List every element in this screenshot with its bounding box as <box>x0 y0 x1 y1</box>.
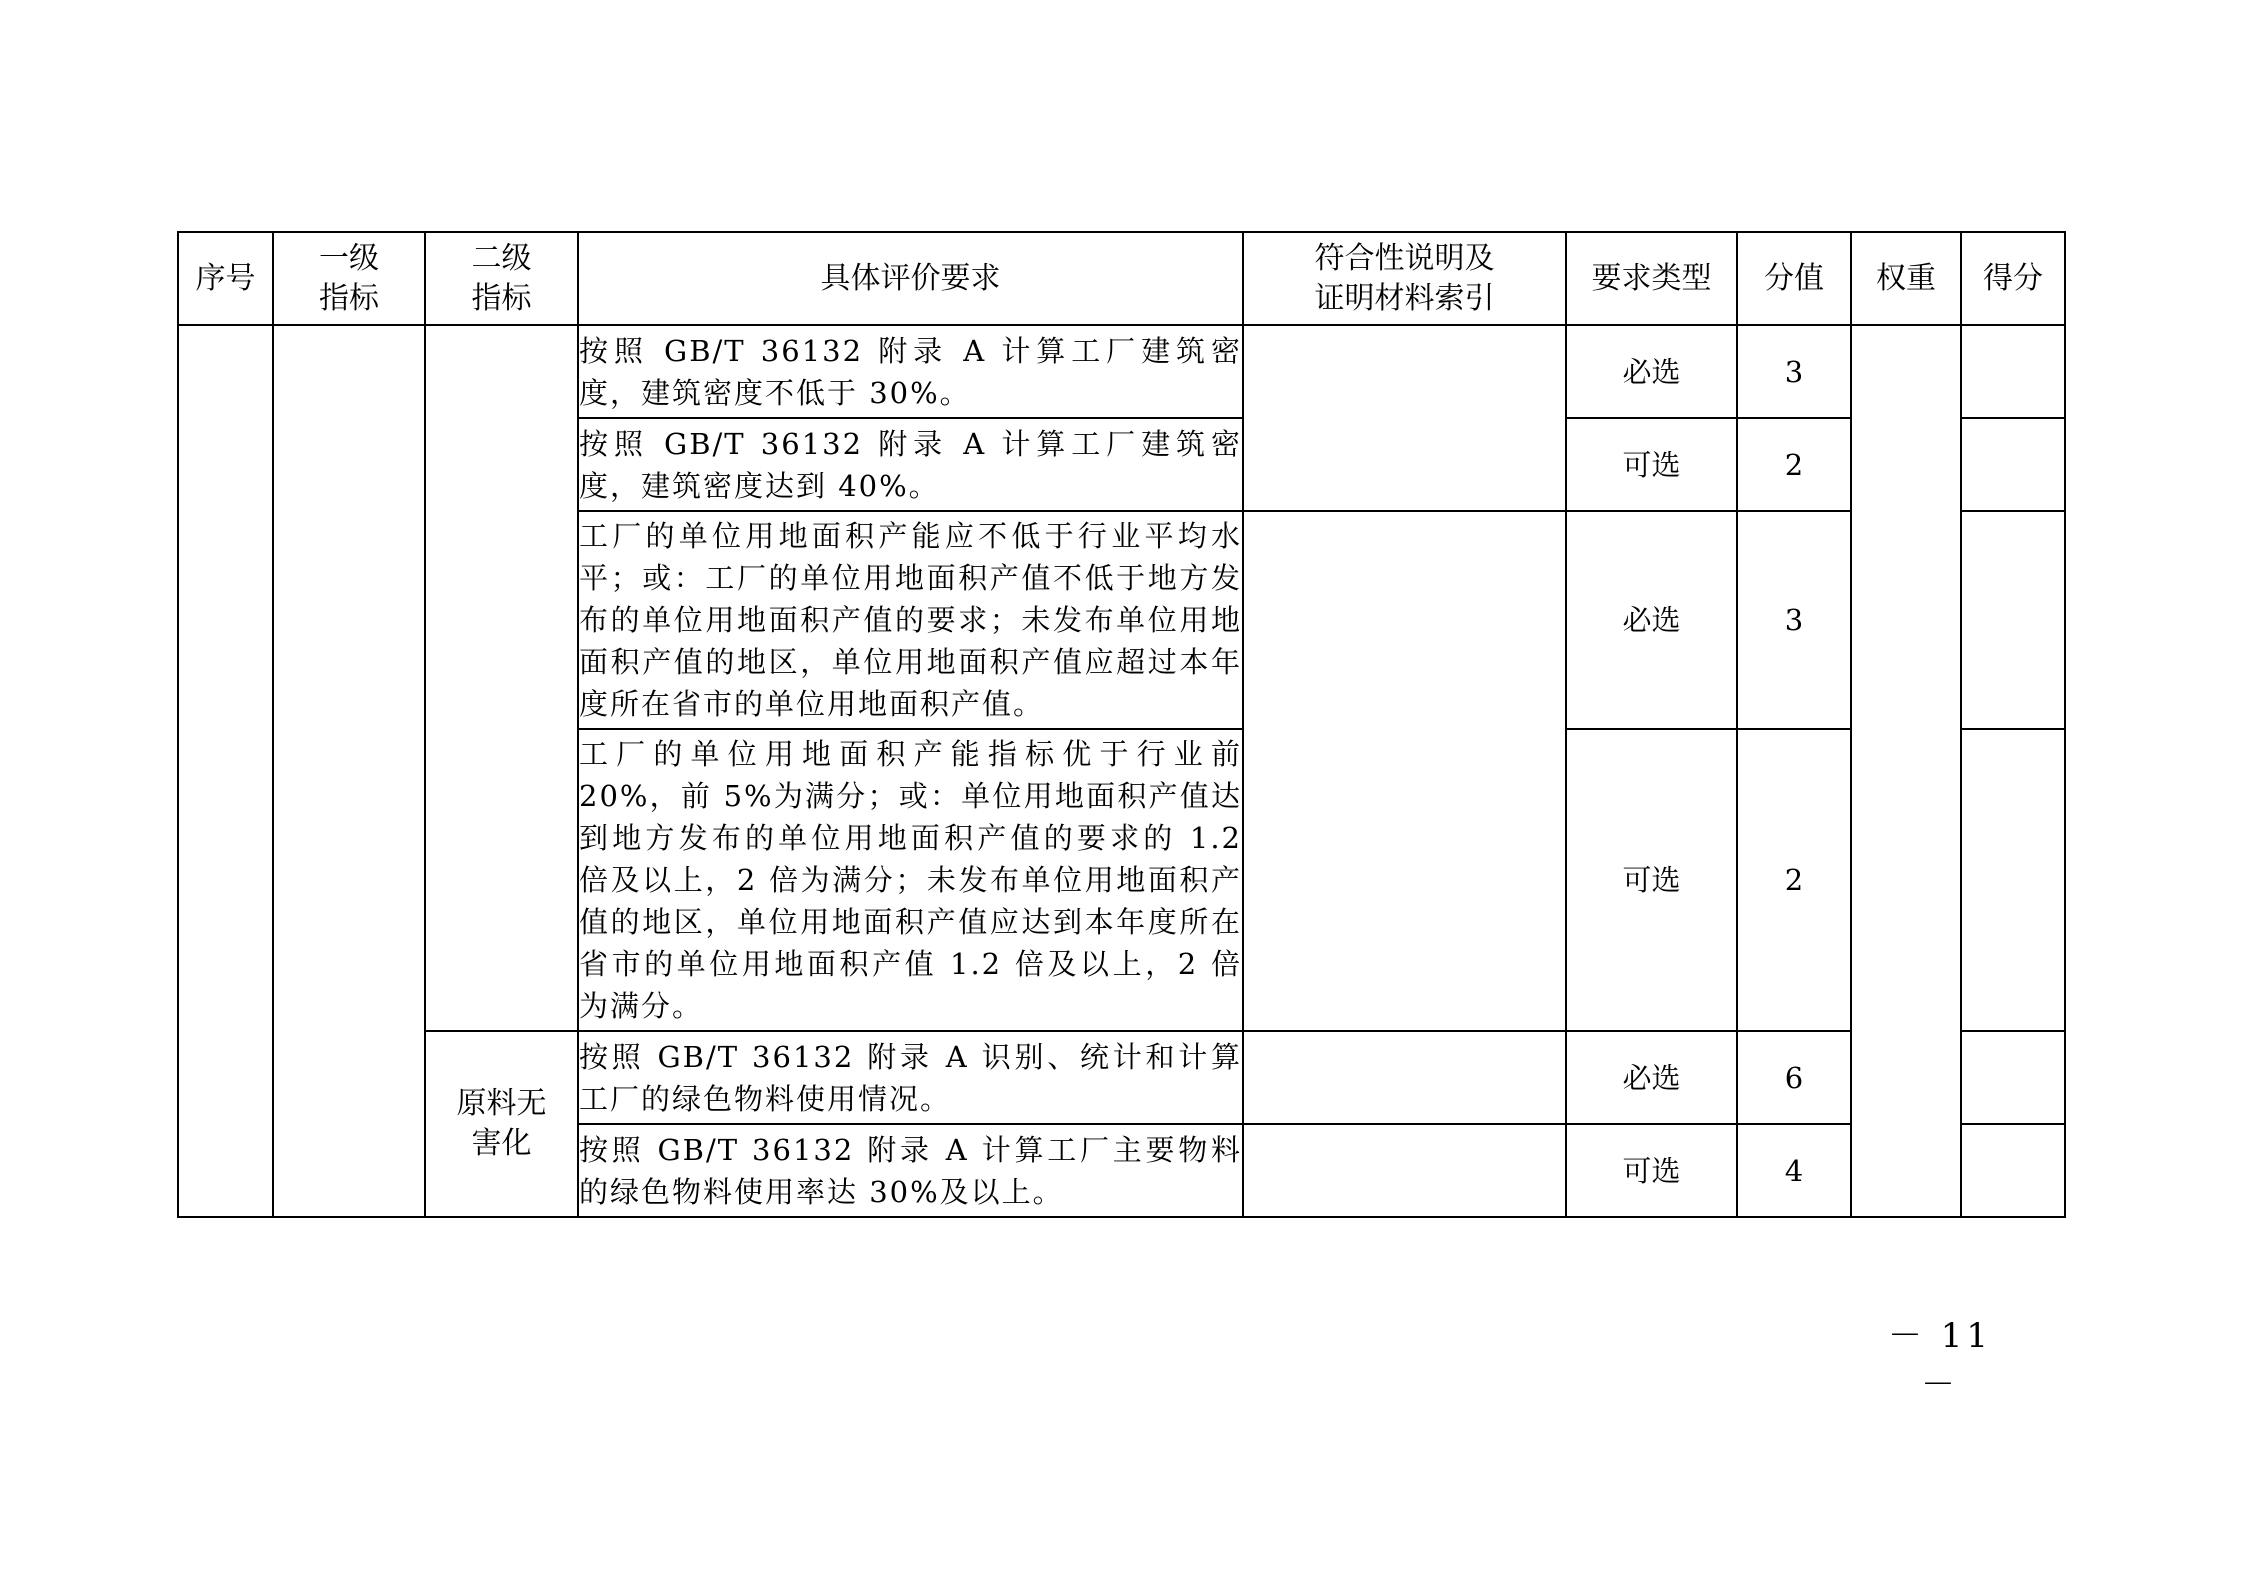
page-number: － 11 － <box>1887 1316 1993 1405</box>
compliance-cell[interactable] <box>1243 1031 1566 1124</box>
req-type-cell: 必选 <box>1566 511 1737 729</box>
table-row <box>178 1031 2065 1124</box>
compliance-cell[interactable] <box>1243 511 1566 1031</box>
obtained-cell[interactable] <box>1961 1031 2065 1124</box>
level2-label: 原料无 害化 <box>425 1031 578 1217</box>
header-score: 分值 <box>1737 232 1851 325</box>
header-level2: 二级 指标 <box>425 232 578 325</box>
obtained-cell[interactable] <box>1961 511 2065 729</box>
header-obtained: 得分 <box>1961 232 2065 325</box>
score-cell: 6 <box>1737 1031 1851 1124</box>
header-level1: 一级 指标 <box>273 232 425 325</box>
score-cell: 3 <box>1737 511 1851 729</box>
header-row <box>178 232 2065 325</box>
header-req-type: 要求类型 <box>1566 232 1737 325</box>
requirement-cell: 工厂的单位用地面积产能应不低于行业平均水平；或：工厂的单位用地面积产值不低于地方发布的单位用地面积产值的要求；未发布单位用地面积产值的地区，单位用地面积产值应超过本年度所在省市的单位用地面积产值。 <box>578 511 1243 729</box>
weight-cell[interactable] <box>1851 325 1961 1217</box>
score-cell: 4 <box>1737 1124 1851 1217</box>
obtained-cell[interactable] <box>1961 325 2065 418</box>
req-type-cell: 可选 <box>1566 729 1737 1031</box>
header-seq: 序号 <box>178 232 273 325</box>
level2-cell <box>425 325 578 1031</box>
score-cell: 2 <box>1737 729 1851 1031</box>
requirement-cell: 按照 GB/T 36132 附录 A 计算工厂建筑密度，建筑密度达到 40%。 <box>578 418 1243 511</box>
requirement-cell: 工厂的单位用地面积产能指标优于行业前 20%，前 5%为满分；或：单位用地面积产值达到地方发布的单位用地面积产值的要求的 1.2 倍及以上，2 倍为满分；未发布单位用地面积产值的地区，单位用地面积产值应达到本年度所在省市的单位用地面积产值 1.2 倍及以上，2 倍为满分。 <box>578 729 1243 1031</box>
obtained-cell[interactable] <box>1961 418 2065 511</box>
score-cell: 3 <box>1737 325 1851 418</box>
requirement-cell: 按照 GB/T 36132 附录 A 识别、统计和计算工厂的绿色物料使用情况。 <box>578 1031 1243 1124</box>
req-type-cell: 可选 <box>1566 418 1737 511</box>
seq-cell <box>178 325 273 1217</box>
score-cell: 2 <box>1737 418 1851 511</box>
obtained-cell[interactable] <box>1961 1124 2065 1217</box>
evaluation-table <box>177 231 2066 1218</box>
header-compliance: 符合性说明及 证明材料索引 <box>1243 232 1566 325</box>
requirement-cell: 按照 GB/T 36132 附录 A 计算工厂主要物料的绿色物料使用率达 30%及以上。 <box>578 1124 1243 1217</box>
header-requirement: 具体评价要求 <box>578 232 1243 325</box>
req-type-cell: 可选 <box>1566 1124 1737 1217</box>
compliance-cell[interactable] <box>1243 1124 1566 1217</box>
level1-cell <box>273 325 425 1217</box>
compliance-cell[interactable] <box>1243 325 1566 511</box>
obtained-cell[interactable] <box>1961 729 2065 1031</box>
req-type-cell: 必选 <box>1566 1031 1737 1124</box>
req-type-cell: 必选 <box>1566 325 1737 418</box>
header-weight: 权重 <box>1851 232 1961 325</box>
requirement-cell: 按照 GB/T 36132 附录 A 计算工厂建筑密度，建筑密度不低于 30%。 <box>578 325 1243 418</box>
table-row <box>178 325 2065 418</box>
